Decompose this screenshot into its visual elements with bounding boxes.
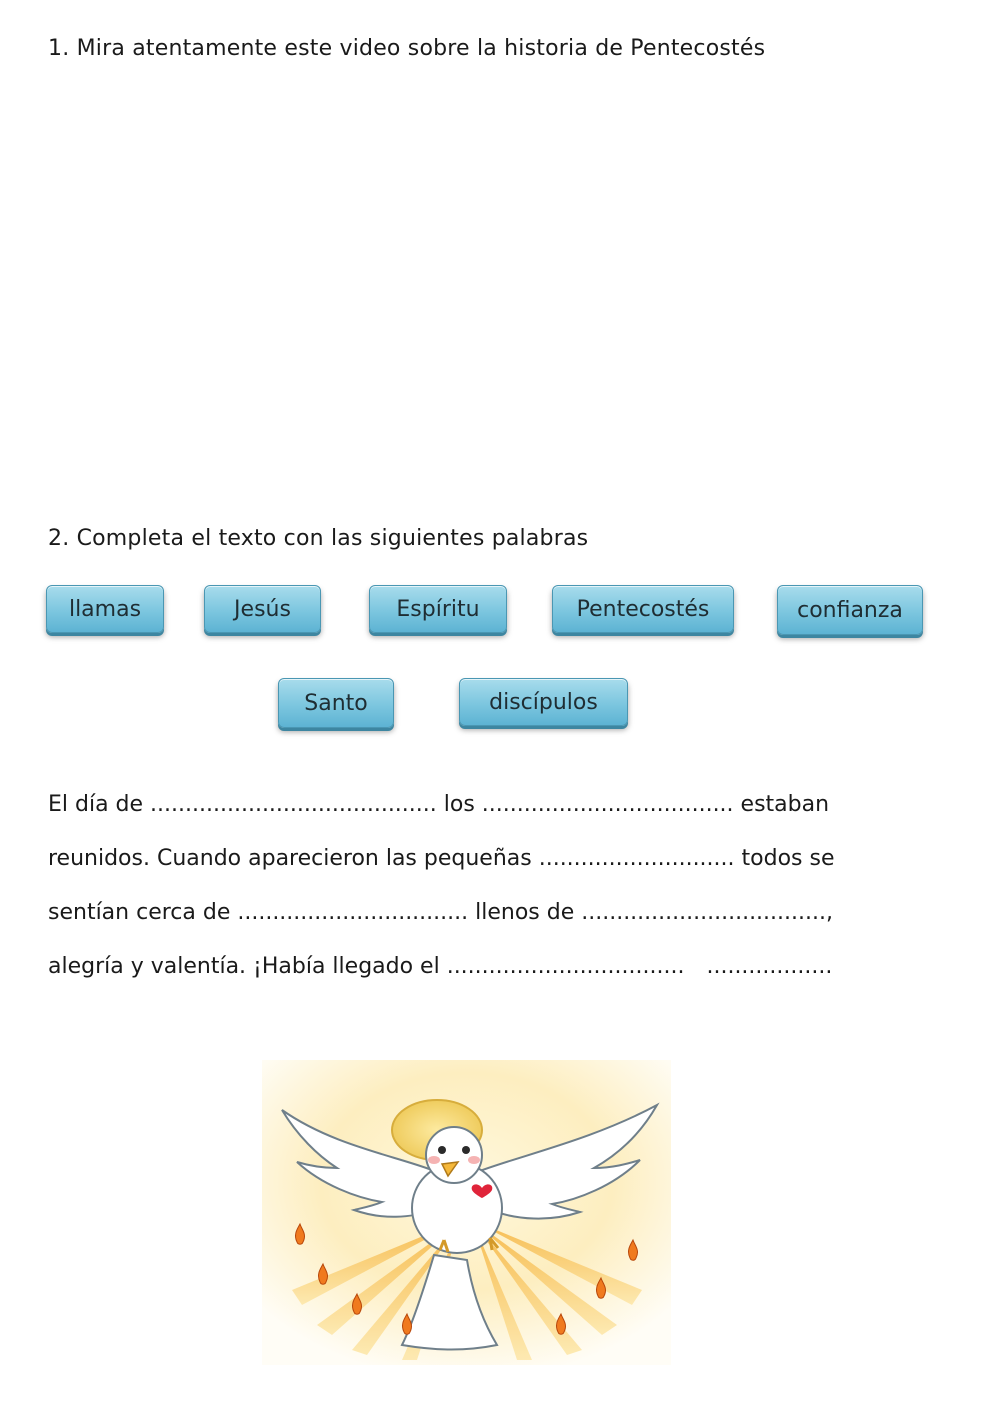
word-button-santo[interactable]: Santo: [278, 678, 394, 728]
fill-text-line-4-part-b: ..................: [706, 954, 833, 979]
word-button-discipulos[interactable]: discípulos: [459, 678, 628, 726]
word-button-jesus[interactable]: Jesús: [204, 585, 321, 633]
word-button-pentecostes[interactable]: Pentecostés: [552, 585, 734, 633]
fill-text-line-4-part-a: alegría y valentía. ¡Había llegado el ..................................: [48, 954, 685, 979]
dove-head: [426, 1127, 482, 1183]
fill-text-line-2: reunidos. Cuando aparecieron las pequeñas ............................ todos se: [48, 846, 835, 871]
video-embed-area[interactable]: [48, 80, 848, 500]
dove-eye-left: [438, 1146, 446, 1154]
question-1-title: 1. Mira atentamente este video sobre la historia de Pentecostés: [48, 36, 766, 61]
word-button-confianza[interactable]: confianza: [777, 585, 923, 635]
fill-text-line-4: [48, 954, 858, 979]
dove-eye-right: [462, 1146, 470, 1154]
word-button-espiritu[interactable]: Espíritu: [369, 585, 507, 633]
fill-text-line-1: El día de ......................................... los .................................... estaban: [48, 792, 830, 817]
question-2-title: 2. Completa el texto con las siguientes palabras: [48, 526, 589, 551]
fill-text-line-3: sentían cerca de ................................. llenos de ...................................,: [48, 900, 833, 925]
holy-spirit-dove-illustration: [262, 1060, 671, 1365]
word-button-llamas[interactable]: llamas: [46, 585, 164, 633]
